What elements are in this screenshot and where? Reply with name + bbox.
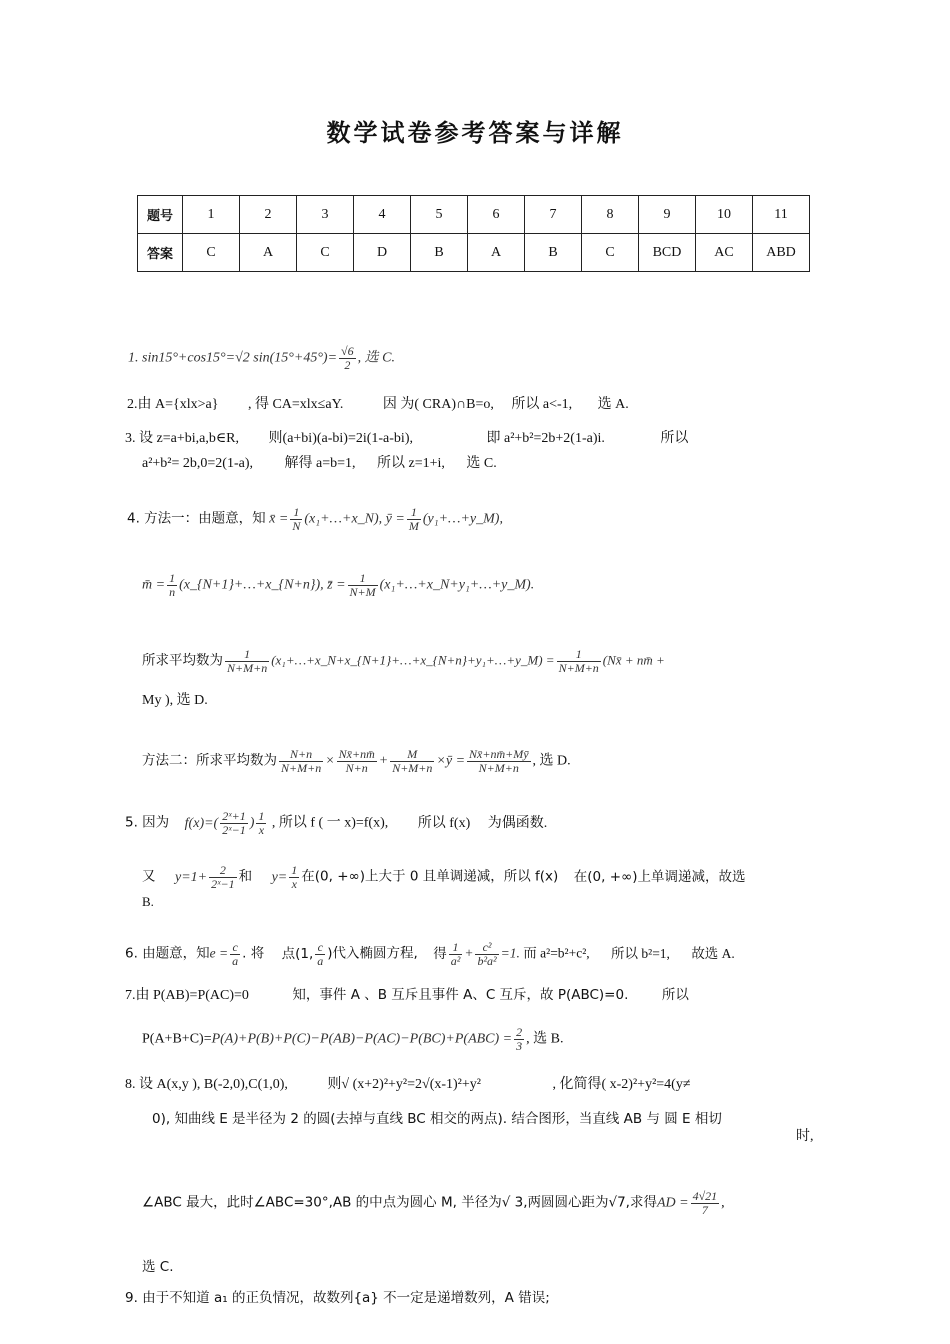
solution-9: 9. 由于不知道 a₁ 的正负情况，故数列{a} 不一定是递增数列，A 错误; — [125, 1290, 550, 1306]
answer-table — [137, 195, 810, 272]
fraction: $\frac{Nx̄+nm̄+Mȳ}{N+M+n}$ — [469, 747, 529, 775]
text-span: 所以 — [660, 431, 689, 446]
text-span: 为 — [263, 752, 277, 769]
solution-2 — [127, 396, 629, 414]
solution-8-line-1 — [125, 1076, 691, 1094]
formula: y= — [271, 869, 288, 885]
text-span: , 所以 f ( 一 x)=f(x), — [271, 815, 389, 831]
text-span: 故选 A. — [691, 945, 735, 961]
solution-7-line-1 — [125, 986, 689, 1005]
solution-5-line-2 — [142, 864, 746, 891]
fraction: $\frac{1}{N+M+n}$ — [558, 647, 599, 675]
text-span: 方法二：所求平均数 — [142, 752, 264, 769]
text-span: ∠ABC 最大，此时∠ABC=30°,AB 的中点为圆心 M, 半径为√ 3,两圆圆心距为√7,求得 — [142, 1194, 657, 1211]
table-cell-number: 2 — [240, 196, 297, 234]
fraction: $\frac{1}{N+M}$ — [349, 571, 376, 599]
solution-8-line-3: 时, — [796, 1129, 814, 1144]
table-cell-number: 9 — [639, 196, 696, 234]
table-cell-number: 1 — [183, 196, 240, 234]
formula: (x₁+…+x_N+x_{N+1}+…+x_{N+n}+y₁+…+y_M) = — [271, 652, 555, 668]
table-cell-answer: A — [468, 234, 525, 272]
solution-4-line-5 — [142, 748, 571, 775]
fraction: $\frac{\text{2ˣ+1}}{\text{2ˣ−1}}$ — [222, 809, 246, 837]
text-span: 知，事件 A 、B 互斥且事件 A、C 互斥，故 P(ABC)=0. — [292, 987, 629, 1003]
formula: ×ȳ = — [436, 753, 466, 769]
table-cell-number: 10 — [696, 196, 753, 234]
text-span: 得 — [433, 945, 447, 962]
text-span: , 选 B. — [526, 1031, 564, 1047]
text-span: 和 — [238, 868, 253, 885]
text-span: , 得 CA=xlx≤aY. — [247, 397, 344, 412]
solution-5-line-3: B. — [142, 894, 154, 909]
table-cell-answer: ABD — [753, 234, 810, 272]
formula: P(A)+P(B)+P(C)−P(AB)−P(AC)−P(BC)+P(ABC) = — [211, 1031, 513, 1047]
table-cell-answer: D — [354, 234, 411, 272]
text-span: 所以 z=1+i, — [377, 456, 445, 471]
table-cell-answer: C — [297, 234, 354, 272]
fraction: $\frac{1}{x}$ — [258, 809, 265, 837]
solution-3-line-1 — [125, 430, 688, 448]
formula: (Nx̄ + nm̄ + — [602, 652, 665, 668]
text-span: 为偶函数. — [487, 815, 548, 831]
formula: x̄ = — [269, 511, 289, 527]
text-span: 所以 b²=1, — [611, 945, 670, 961]
formula: ) — [249, 815, 255, 831]
text-span: 点(1, — [281, 945, 314, 962]
formula: (x_{N+1}+…+x_{N+n}), z̄ = — [179, 577, 346, 593]
text-span: , 选 D. — [532, 753, 571, 769]
fraction: $\frac{1}{N+M+n}$ — [227, 647, 268, 675]
fraction: $\frac{M}{N+M+n}$ — [392, 747, 433, 775]
text-span: , 化简得( x-2)²+y²=4(y≠ — [552, 1077, 691, 1092]
fraction: $\frac{1}{M}$ — [408, 505, 419, 533]
table-cell-number: 7 — [525, 196, 582, 234]
text-span: 在(0, +∞)上单调递减，故选 — [573, 868, 746, 885]
fraction: $\frac{1}{N}$ — [292, 505, 301, 533]
table-cell-number: 6 — [468, 196, 525, 234]
text-span: 因 为( CRA)∩B=o, — [382, 397, 494, 412]
fraction: $\frac{c}{a}$ — [317, 940, 324, 968]
solution-4-line-1 — [127, 506, 503, 533]
text-span: 所以 — [661, 987, 689, 1003]
text-span: 又 — [142, 868, 156, 885]
fraction: $\frac{4√21}{7}$ — [692, 1189, 718, 1217]
formula: f(x)=( — [184, 815, 219, 831]
table-cell-number: 8 — [582, 196, 639, 234]
text-span: 解得 a=b=1, — [284, 456, 356, 471]
fraction: $\frac{c}{a}$ — [232, 940, 239, 968]
table-cell-number: 5 — [411, 196, 468, 234]
text-span: 即 a²+b²=2b+2(1-a)i. — [486, 431, 605, 446]
text-span: 4. 方法一：由题意，知 — [127, 510, 266, 527]
table-cell-answer: AC — [696, 234, 753, 272]
fraction: $\frac{1}{n}$ — [169, 571, 176, 599]
solution-3-line-2 — [142, 455, 497, 473]
fraction: $\frac{N+n}{N+M+n}$ — [281, 747, 322, 775]
fraction: $\frac{1}{\text{a²}}$ — [450, 940, 461, 968]
table-cell-number: 11 — [753, 196, 810, 234]
text-span: 3. 设 z=a+bi,a,b∈R, — [125, 431, 240, 446]
text-span: )代入椭圆方程, — [327, 945, 418, 962]
table-cell-number: 4 — [354, 196, 411, 234]
table-cell-answer: C — [582, 234, 639, 272]
table-cell-answer: C — [183, 234, 240, 272]
table-header-number: 题号 — [138, 196, 183, 234]
solution-4-line-3 — [142, 648, 665, 675]
table-cell-number: 3 — [297, 196, 354, 234]
formula: (x₁+…+x_N+y₁+…+y_M). — [379, 577, 535, 593]
formula: AD = — [656, 1195, 689, 1211]
fraction: $\frac{Nx̄+nm̄}{N+n}$ — [338, 747, 375, 775]
table-header-answer: 答案 — [138, 234, 183, 272]
text-span: P(A+B+C)= — [142, 1031, 212, 1047]
fraction: $\frac{\text{c²}}{\text{b²a²}}$ — [477, 940, 497, 968]
formula: (x₁+…+x_N), ȳ = — [304, 511, 405, 527]
table-cell-answer: A — [240, 234, 297, 272]
text-span: 则√ (x+2)²+y²=2√(x-1)²+y² — [327, 1077, 481, 1092]
solution-1-formula: 1. sin15°+cos15°=√2 sin(15°+45°)= — [128, 350, 338, 366]
formula: + — [464, 945, 474, 961]
text-span: 在(0, +∞)上大于 0 且单调递减，所以 f(x) — [301, 868, 559, 885]
table-row-numbers — [138, 196, 810, 234]
page-title: 数学试卷参考答案与详解 — [326, 119, 624, 147]
formula: + — [378, 753, 389, 769]
text-span: 则(a+bi)(a-bi)=2i(1-a-bi), — [268, 431, 413, 446]
solution-8-line-5: 选 C. — [142, 1259, 174, 1275]
text-span: 选 C. — [466, 456, 497, 471]
text-span: , — [721, 1195, 725, 1211]
table-cell-answer: B — [525, 234, 582, 272]
formula: (y₁+…+y_M), — [422, 511, 503, 527]
solution-1-tail: , 选 C. — [357, 350, 395, 366]
solution-4-line-2 — [142, 572, 534, 599]
table-cell-answer: B — [411, 234, 468, 272]
solution-7-line-2 — [142, 1026, 563, 1053]
text-span: 8. 设 A(x,y ), B(-2,0),C(1,0), — [125, 1077, 288, 1092]
solution-4-line-4: My ), 选 D. — [142, 693, 208, 708]
formula: =1. — [500, 945, 520, 961]
text-span: 所以 f(x) — [417, 815, 471, 831]
solution-8-line-4 — [142, 1190, 725, 1217]
text-span: 2.由 A={xlx>a} — [127, 397, 219, 412]
formula: × — [325, 753, 335, 769]
formula: m̄ = — [142, 577, 166, 593]
text-span: . 将 — [242, 945, 265, 962]
text-span: 而 a²=b²+c², — [523, 945, 590, 961]
solution-6 — [125, 941, 735, 968]
formula: e = — [209, 945, 229, 961]
solution-8-line-2: 0), 知曲线 E 是半径为 2 的圆(去掉与直线 BC 相交的两点). 结合图形，当直线 AB 与 圆 E 相切 — [152, 1111, 722, 1127]
text-span: 5. 因为 — [125, 814, 170, 831]
text-span: 7.由 P(AB)=P(AC)=0 — [125, 988, 249, 1003]
text-span: a²+b²= 2b,0=2(1-a), — [142, 456, 253, 471]
text-span: 为 — [209, 652, 223, 669]
solution-5-line-1 — [125, 810, 547, 837]
fraction: $\frac{√6}{2}$ — [341, 344, 354, 372]
fraction: $\frac{2}{\text{2ˣ−1}}$ — [211, 863, 235, 891]
fraction: $\frac{2}{3}$ — [516, 1025, 523, 1053]
text-span: 选 A. — [597, 397, 629, 412]
formula: y=1+ — [175, 869, 208, 885]
text-span: 所求平均数 — [142, 652, 210, 669]
fraction: $\frac{1}{x}$ — [291, 863, 298, 891]
solution-1 — [128, 345, 395, 372]
text-span: 所以 a<-1, — [511, 397, 573, 412]
table-cell-answer: BCD — [639, 234, 696, 272]
table-row-answers — [138, 234, 810, 272]
text-span: 6. 由题意，知 — [125, 945, 210, 962]
